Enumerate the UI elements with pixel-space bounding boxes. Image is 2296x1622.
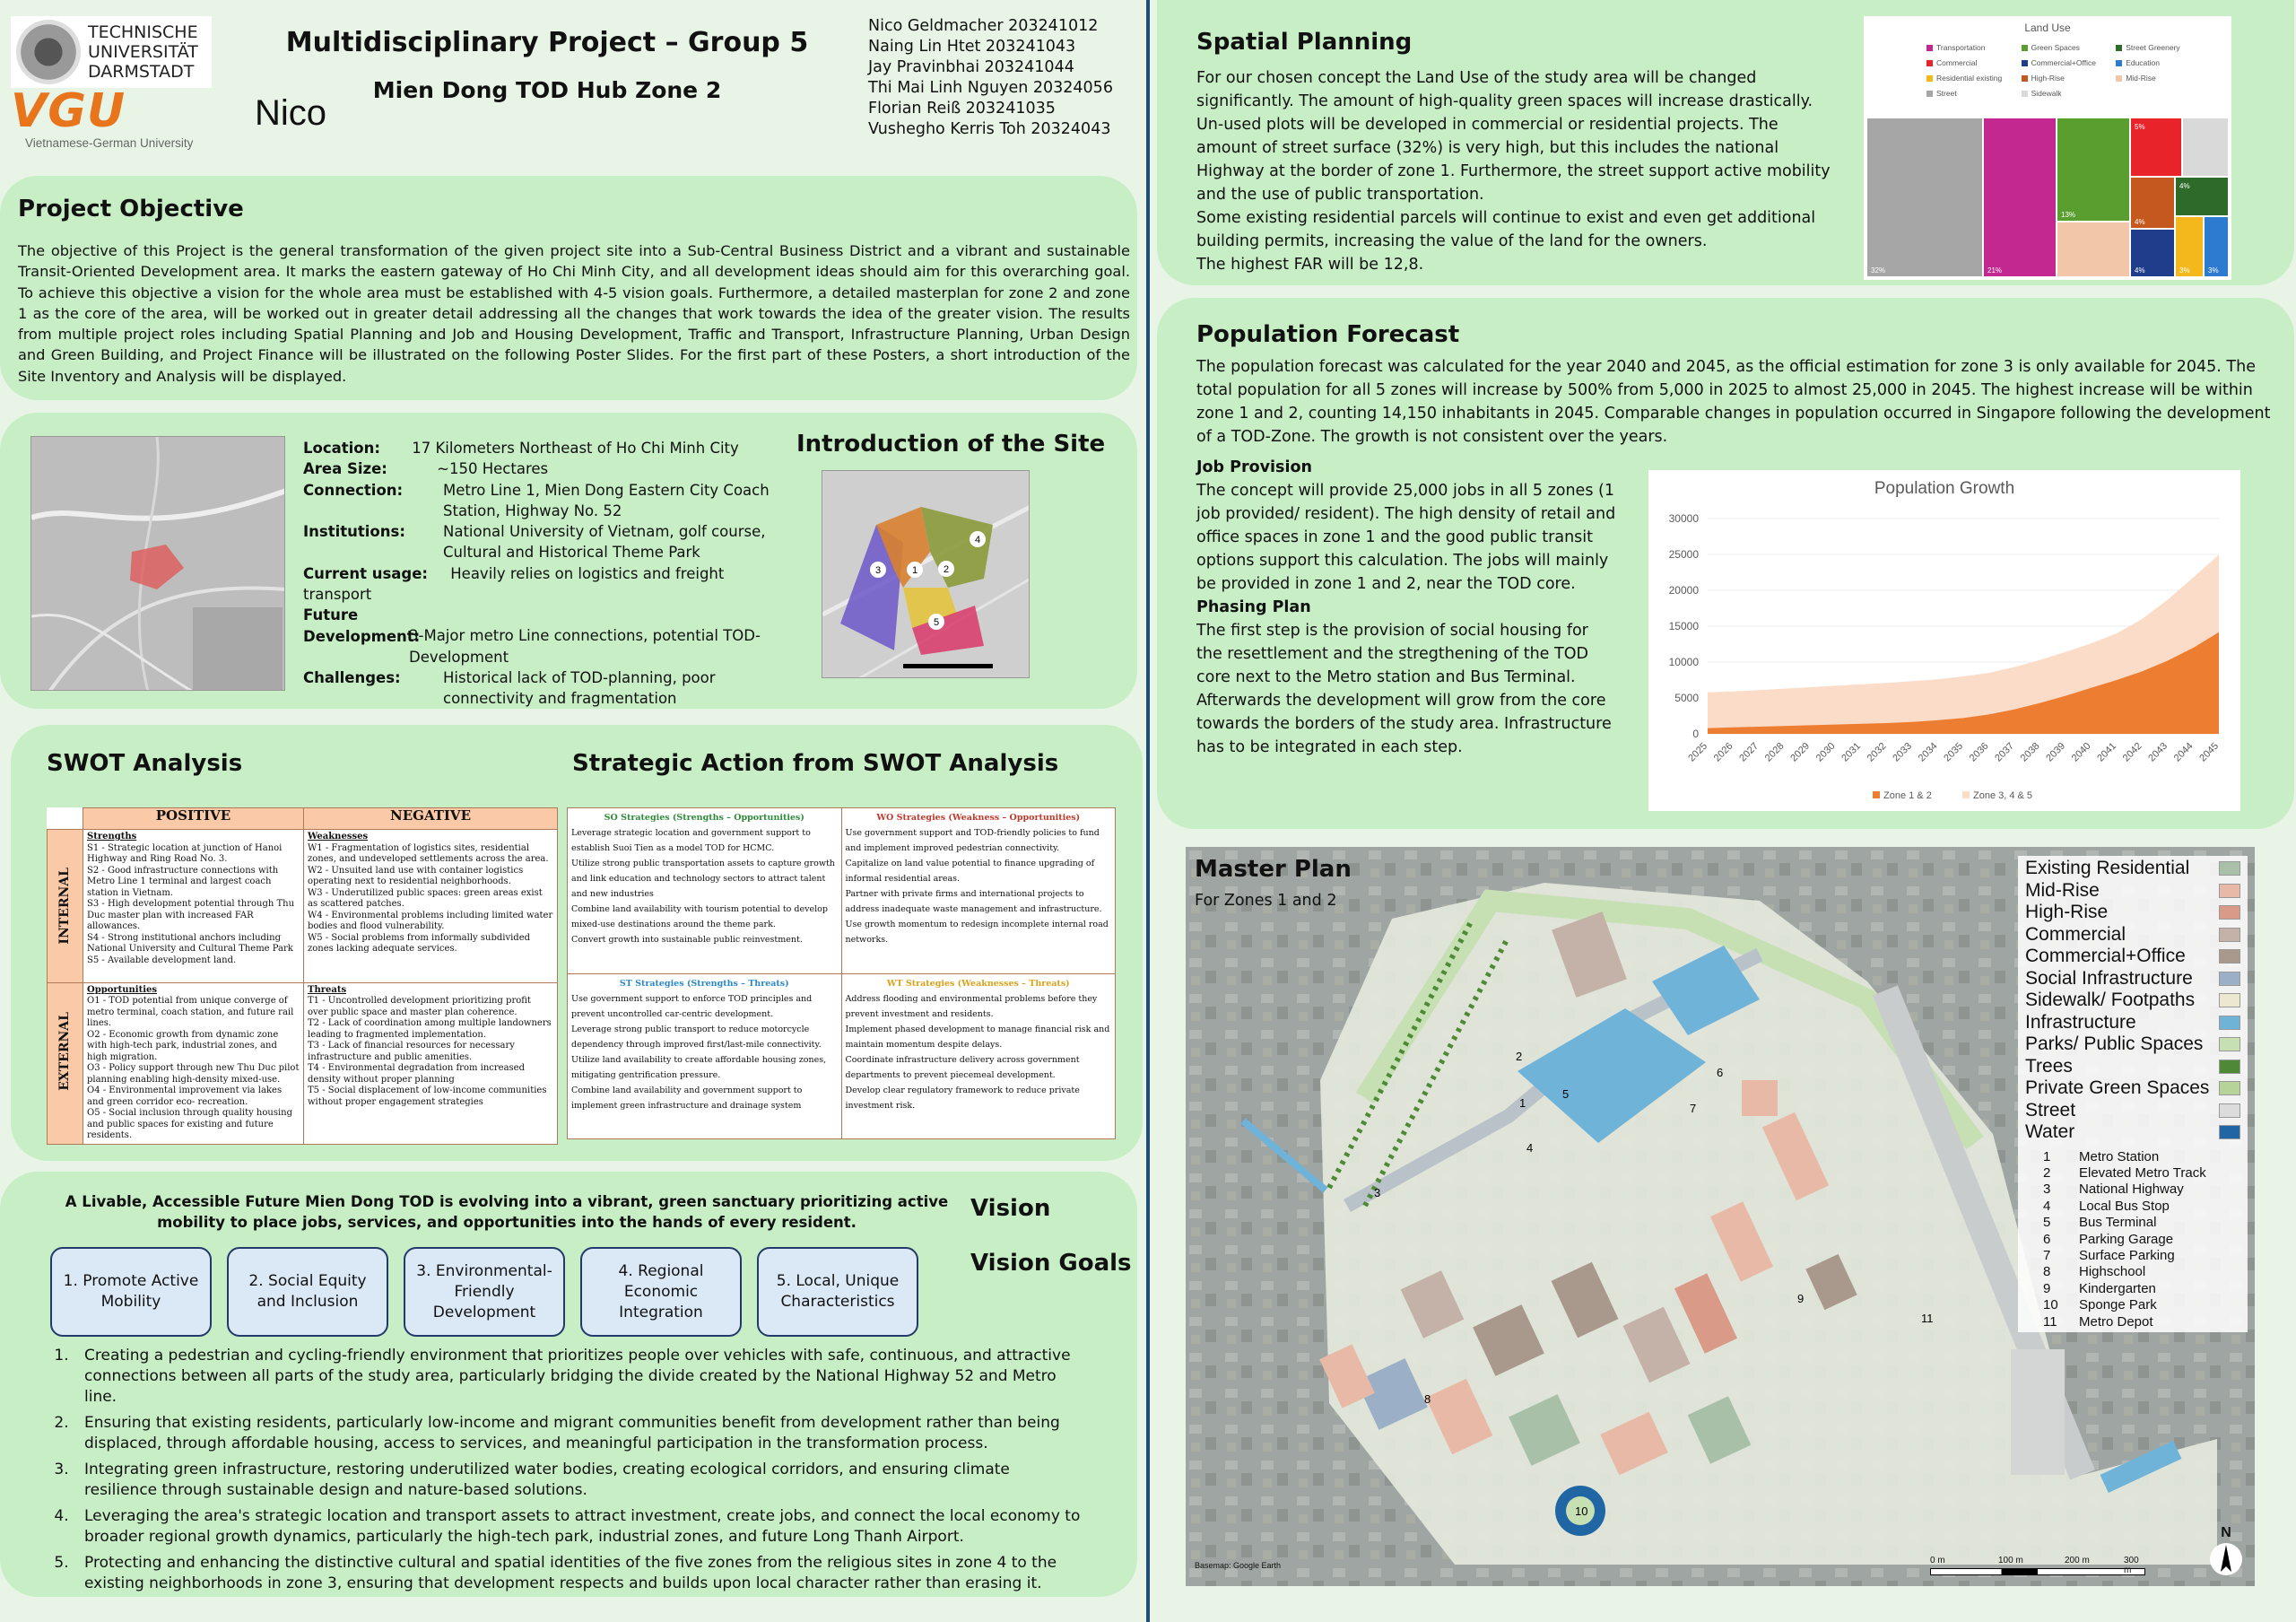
st-cell: ST Strategies (Strengths – Threats) Use government support to enforce TOD principles and prevent uncontrolled car-centric development. Leverage strong public transport to reduce motorcycle dependency through improved first/last-mile connectivity. Utilize land availability to create affordable housing zones, mitigating gentrification pressure. Combine land availability and government support to implement green infrastructure and drainage system — [568, 973, 842, 1139]
swot-heading: SWOT Analysis — [47, 750, 243, 777]
y-tick-label: 20000 — [1668, 584, 1699, 597]
masterplan-numbered-item: 4 Local Bus Stop — [2043, 1198, 2170, 1214]
zone-label: 1 — [911, 565, 918, 576]
x-tick-label: 2026 — [1711, 740, 1735, 764]
y-tick-label: 25000 — [1668, 548, 1699, 561]
x-tick-label: 2025 — [1686, 740, 1710, 764]
vision-goal: 2. Ensuring that existing residents, particularly low-income and migrant communities benefit from development rather than being displaced, through affordable housing, access to services, and meaningful participation in the transformation process. — [74, 1413, 1085, 1454]
plan-number: 4 — [1526, 1141, 1534, 1155]
masterplan-legend-item: Water — [2025, 1121, 2240, 1144]
landuse-legend-item: Transportation — [1926, 43, 2022, 52]
masterplan-legend-item: Street — [2025, 1100, 2240, 1122]
plan-number: 10 — [1575, 1504, 1588, 1518]
masterplan-heading: Master Plan — [1195, 856, 1352, 883]
population-chart — [1648, 470, 2240, 811]
plan-number: 1 — [1519, 1096, 1526, 1110]
x-tick-label: 2029 — [1788, 740, 1813, 764]
job-text: The concept will provide 25,000 jobs in all 5 zones (1 job provided/ resident). The high density of retail and office spaces in zone 1 and the good public transit options support this calculation. The jobs will mainly be provided in zone 1 and 2, near the TOD core. — [1196, 482, 1616, 593]
x-tick-label: 2028 — [1762, 740, 1787, 764]
site-row: Location: 17 Kilometers Northeast of Ho Chi Minh City — [303, 440, 739, 457]
member: Thi Mai Linh Nguyen 20324056 — [868, 79, 1113, 97]
y-tick-label: 10000 — [1668, 656, 1699, 668]
masterplan-legend-item: Commercial+Office — [2025, 946, 2240, 968]
author-tag: Nico — [255, 93, 327, 133]
population-job — [1196, 456, 1618, 759]
site-row: Connection: Metro Line 1, Mien Dong Eastern City Coach Station, Highway No. 52 — [303, 481, 770, 519]
y-tick-label: 15000 — [1668, 620, 1699, 632]
masterplan-panel — [1186, 847, 2255, 1586]
job-heading: Job Provision — [1196, 458, 1312, 476]
chart-title: Population Growth — [1874, 479, 2015, 498]
masterplan-numbered-item: 1 Metro Station — [2043, 1148, 2160, 1164]
site-facts — [303, 438, 770, 710]
treemap-midrise — [2057, 222, 2129, 276]
treemap-sidewalk — [2183, 118, 2228, 176]
treemap-label: 4% — [2135, 266, 2145, 275]
landuse-legend-item: Commercial — [1926, 58, 2022, 67]
population-panel — [1157, 298, 2294, 829]
population-intro: The population forecast was calculated for the year 2040 and 2045, as the official estimation for zone 3 is only available for 2045. The total population for all 5 zones will increase by 500% from 5,000 in 2025 to almost 25,000 in 2045. The highest increase will be within zone 1 and 2, counting 14,150 inhabitants in 2045. Comparable changes in population occurred in Singapore following the development of a TOD-Zone. The growth is not consistent over the years. — [1196, 358, 2271, 446]
plan-number: 11 — [1921, 1312, 1934, 1325]
treemap-street — [1867, 118, 1982, 276]
masterplan-legend-item: Commercial — [2025, 924, 2240, 946]
weaknesses-cell: Weaknesses W1 - Fragmentation of logistics sites, residential zones, and undeveloped settlements across the area. W2 - Unsuited land use with container logistics operating next to residential neighborhoods. W3 - Underutilized public spaces: green areas exist as scattered patches. W4 - Environmental problems including limited water bodies and flood vulnerability. W5 - Social problems from informally subdivided zones lacking adequate services. — [304, 830, 558, 983]
landuse-legend-item: Street Greenery — [2116, 43, 2211, 52]
population-heading: Population Forecast — [1196, 321, 1460, 348]
row-external: EXTERNAL — [48, 982, 83, 1144]
phase-heading: Phasing Plan — [1196, 598, 1311, 616]
scale-label: 200 m — [2065, 1556, 2090, 1565]
masterplan-legend — [2018, 856, 2248, 1332]
y-tick-label: 30000 — [1668, 512, 1699, 525]
x-tick-label: 2030 — [1813, 740, 1838, 764]
site-heading: Introduction of the Site — [796, 431, 1106, 458]
masterplan-numbered-item: 2 Elevated Metro Track — [2043, 1164, 2206, 1181]
tu-logo-text: TECHNISCHE UNIVERSITÄT DARMSTADT — [88, 22, 198, 82]
site-row: Institutions: National University of Vietnam, golf course, Cultural and Historical Theme Park — [303, 523, 766, 562]
masterplan-numbered-item: 8 Highschool — [2043, 1264, 2146, 1280]
landuse-title: Land Use — [2024, 22, 2071, 34]
vision-goal: 3. Integrating green infrastructure, restoring underutilized water bodies, creating ecological corridors, and ensuring climate resilience through sustainable design and nature-based solutions. — [74, 1460, 1085, 1501]
swot-panel — [11, 725, 1143, 1161]
x-tick-label: 2040 — [2069, 740, 2093, 764]
x-tick-label: 2033 — [1891, 740, 1915, 764]
masterplan-numbered-item: 6 Parking Garage — [2043, 1231, 2174, 1247]
vision-goal: 5. Protecting and enhancing the distinctive cultural and spatial identities of the five zones from the religious sites in zone 4 to the existing neighborhoods in zone 3, ensuring that development respects and builds upon local character rather than erasing it. — [74, 1553, 1085, 1594]
masterplan-legend-item: Private Green Spaces — [2025, 1077, 2240, 1100]
treemap-label: 4% — [2179, 182, 2190, 190]
x-tick-label: 2039 — [2044, 740, 2068, 764]
north-arrow-icon: N — [2208, 1525, 2244, 1579]
threats-cell: Threats T1 - Uncontrolled development prioritizing profit over public space and master plan coherence. T2 - Lack of coordination among multiple landowners leading to fragmented implementation. T3 - Lack of financial resources for necessary infrastructure and public amenities. T4 - Environmental degradation from increased density without proper planning T5 - Social displacement of low-income communities without proper engagement strategies — [304, 982, 558, 1144]
plan-number: 5 — [1562, 1087, 1570, 1101]
x-tick-label: 2042 — [2120, 740, 2144, 764]
masterplan-legend-item: Trees — [2025, 1056, 2240, 1078]
col-negative: NEGATIVE — [304, 808, 558, 830]
col-positive: POSITIVE — [83, 808, 304, 830]
vision-label: Vision — [970, 1195, 1051, 1222]
landuse-chart — [1864, 16, 2231, 280]
site-row: Current usage: Heavily relies on logistics and freight transport — [303, 564, 725, 604]
vision-goals-list — [54, 1346, 1085, 1594]
site-panel — [0, 413, 1137, 709]
basemap-credit: Basemap: Google Earth — [1195, 1561, 1282, 1570]
legend-label: Zone 3, 4 & 5 — [1973, 790, 2033, 801]
masterplan-numbered-item: 10 Sponge Park — [2043, 1297, 2157, 1313]
x-tick-label: 2027 — [1737, 740, 1761, 764]
plan-number: 3 — [1374, 1186, 1381, 1199]
member: Nico Geldmacher 203241012 — [868, 17, 1099, 35]
spatial-text: For our chosen concept the Land Use of the study area will be changed significantly. The amount of high-quality green spaces will increase drastically. Un-used plots will be developed in commercial or residential projects. The amount of street surface (32%) is very high, but this includes the national Highway at the border of zone 1. Furthermore, the street support active mobility and the use of public transportation. Some existing residential parcels will continue to exist and even get additional building permits, increasing the value of the land for the owners. The highest FAR will be 12,8. — [1196, 69, 1831, 274]
masterplan-legend-item: Social Infrastructure — [2025, 968, 2240, 990]
landuse-treemap — [1867, 118, 2228, 276]
x-tick-label: 2041 — [2095, 740, 2119, 764]
treemap-green — [2057, 118, 2129, 221]
zone-label: 2 — [943, 564, 950, 575]
site-location-map — [30, 436, 285, 691]
scale-label: 300 m — [2124, 1556, 2139, 1575]
masterplan-numbered-item: 9 Kindergarten — [2043, 1280, 2156, 1296]
scale-label: 100 m — [1998, 1556, 2023, 1565]
landuse-legend-item: Sidewalk — [2022, 89, 2117, 98]
vision-goal-box: 2. Social Equity and Inclusion — [227, 1247, 388, 1337]
masterplan-legend-item: Mid-Rise — [2025, 880, 2240, 903]
landuse-legend-item: Commercial+Office — [2022, 58, 2117, 67]
landuse-legend-item: Street — [1926, 89, 2022, 98]
vgu-logo-text: VGU — [11, 84, 126, 138]
column-divider — [1146, 0, 1150, 1622]
y-tick-label: 0 — [1692, 728, 1699, 740]
treemap-transportation — [1984, 118, 2056, 276]
landuse-legend-item: Education — [2116, 58, 2211, 67]
masterplan-legend-item: High-Rise — [2025, 902, 2240, 924]
legend-swatch — [1962, 791, 1970, 798]
x-tick-label: 2036 — [1967, 740, 1991, 764]
zones-map — [822, 470, 1030, 678]
masterplan-legend-item: Parks/ Public Spaces — [2025, 1033, 2240, 1056]
spatial-heading: Spatial Planning — [1196, 29, 1413, 56]
strategic-heading: Strategic Action from SWOT Analysis — [572, 750, 1059, 777]
x-tick-label: 2045 — [2197, 740, 2222, 764]
treemap-label: 21% — [1987, 266, 2003, 275]
so-cell: SO Strategies (Strengths – Opportunities) Leverage strategic location and government support to establish Suoi Tien as a model TOD for HCMC. Utilize strong public transportation assets to capture growth and link education and technology sectors to attract talent and new industries Combine land availability with tourism potential to develop mixed-use destinations around the theme park. Convert growth into sustainable public reinvestment. — [568, 808, 842, 974]
eagle-icon — [16, 20, 81, 84]
masterplan-legend-item: Infrastructure — [2025, 1012, 2240, 1034]
x-tick-label: 2032 — [1865, 740, 1889, 764]
vision-goal-box: 4. Regional Economic Integration — [580, 1247, 742, 1337]
masterplan-numbered-item: 3 National Highway — [2043, 1182, 2184, 1198]
landuse-legend-item: Mid-Rise — [2116, 74, 2211, 83]
legend-swatch — [1873, 791, 1880, 798]
plan-number: 9 — [1797, 1292, 1805, 1305]
vision-goal-box: 1. Promote Active Mobility — [50, 1247, 212, 1337]
masterplan-numbered-item: 7 Surface Parking — [2043, 1247, 2175, 1263]
scale-bar — [1930, 1556, 2145, 1577]
treemap-label: 13% — [2061, 211, 2076, 219]
vgu-subtitle: Vietnamese-German University — [25, 136, 194, 150]
masterplan-numbered-item: 11 Metro Depot — [2043, 1313, 2153, 1330]
vgu-logo — [11, 84, 217, 153]
strengths-cell: Strengths S1 - Strategic location at junction of Hanoi Highway and Ring Road No. 3. S2 - Good infrastructure connections with Metro Line 1 terminal and largest coach station in Vietnam. S3 - High development potential through Thu Duc master plan with increased FAR allowances. S4 - Strong institutional anchors including National University and Cultural Theme Park S5 - Available development land. — [83, 830, 304, 983]
swot-table — [47, 807, 558, 1145]
treemap-label: 32% — [1871, 266, 1886, 275]
landuse-legend-item: High-Rise — [2022, 74, 2117, 83]
phase-text: The first step is the provision of social housing for the resettlement and the stregthening of the TOD core next to the Metro station and Bus Terminal. Afterwards the development will grow from the core towards the borders of the study area. Infrastructure has to be integrated in each step. — [1196, 622, 1612, 756]
member: Naing Lin Htet 203241043 — [868, 38, 1076, 56]
x-tick-label: 2031 — [1839, 740, 1864, 764]
site-row: Future Development: 3-Major metro Line connections, potential TOD-Development — [303, 606, 761, 666]
x-tick-label: 2044 — [2171, 740, 2196, 764]
site-row: Challenges: Historical lack of TOD-planning, poor connectivity and fragmentation — [303, 668, 716, 708]
vision-goal: 1. Creating a pedestrian and cycling-friendly environment that prioritizes people over vehicles with safe, continuous, and attractive connections between all parts of the study area, particularly bridging the divide created by the National Highway 52 and Metro line. — [74, 1346, 1085, 1408]
landuse-legend-item: Residential existing — [1926, 74, 2022, 83]
poster-subtitle: Mien Dong TOD Hub Zone 2 — [372, 77, 722, 103]
treemap-label: 3% — [2179, 266, 2190, 275]
vision-goal-box: 5. Local, Unique Characteristics — [757, 1247, 918, 1337]
member: Vushegho Kerris Toh 20324043 — [868, 120, 1111, 138]
x-tick-label: 2035 — [1942, 740, 1966, 764]
tu-logo — [11, 16, 212, 88]
wo-cell: WO Strategies (Weakness – Opportunities) Use government support and TOD-friendly policies to fund and implement improved pedestrian connectivity. Capitalize on land value potential to finance upgrading of informal residential areas. Partner with private firms and international projects to address inadequate waste management and infrastructure. Use growth momentum to redesign incomplete internal road networks. — [841, 808, 1116, 974]
row-internal: INTERNAL — [48, 830, 83, 983]
wt-cell: WT Strategies (Weaknesses – Threats) Address flooding and environmental problems before they prevent investment and residents. Implement phased development to manage financial risk and maintain momentum despite delays. Coordinate infrastructure delivery across government departments to prevent piecemeal development. Develop clear regulatory framework to reduce private investment risk. — [841, 973, 1116, 1139]
landuse-legend — [1926, 43, 2213, 98]
x-tick-label: 2043 — [2146, 740, 2170, 764]
plan-number: 2 — [1516, 1050, 1523, 1063]
masterplan-subheading: For Zones 1 and 2 — [1195, 892, 1337, 910]
member-list — [868, 16, 1113, 140]
treemap-label: 5% — [2135, 123, 2145, 131]
opportunities-cell: Opportunities O1 - TOD potential from unique converge of metro terminal, coach station, and future rail lines. O2 - Economic growth from dynamic zone with high-tech park, industrial zones, and high migration. O3 - Policy support through new Thu Duc pilot planning enabling high-density mixed-use. O4 - Environmental improvement via lakes and green corridor eco- recreation. O5 - Social inclusion through quality housing and public spaces for existing and future residents. — [83, 982, 304, 1144]
zone-label: 3 — [874, 565, 882, 576]
masterplan-numbered-item: 5 Bus Terminal — [2043, 1215, 2157, 1231]
vision-goal: 4. Leveraging the area's strategic location and transport assets to attract investment, create jobs, and connect the local economy to broader regional growth dynamics, particularly the high-tech park, industrial zones, and future Long Thanh Airport. — [74, 1506, 1085, 1548]
masterplan-legend-item: Sidewalk/ Footpaths — [2025, 990, 2240, 1012]
site-row: Area Size: ~150 Hectares — [303, 460, 549, 478]
legend-label: Zone 1 & 2 — [1883, 790, 1932, 801]
x-tick-label: 2034 — [1916, 740, 1940, 764]
plan-number: 8 — [1424, 1392, 1431, 1406]
plan-number: 6 — [1717, 1066, 1724, 1079]
spatial-panel — [1157, 0, 2294, 285]
x-tick-label: 2037 — [1993, 740, 2017, 764]
poster-title: Multidisciplinary Project – Group 5 — [285, 27, 809, 58]
zone-label: 5 — [933, 617, 940, 628]
objective-text: The objective of this Project is the general transformation of the given project site into a Sub-Central Business District and a vibrant and sustainable Transit-Oriented Development area. It marks the eastern gateway of Ho Chi Minh City, and all development ideas should aim for this overarching goal. To achieve this objective a vision for the whole area must be established with 4-5 vision goals. Furthermore, a detailed masterplan for zone 2 and zone 1 as the core of the area, will be worked out in greater detail addressing all the changes that work towards the idea of the greater vision. The results from multiple project roles including Spatial Planning and Job and Housing Development, Traffic and Transport, Infrastructure Planning, Urban Design and Green Building, and Project Finance will be illustrated on the following Poster Slides. For the first part of these Posters, a short introduction of the Site Inventory and Analysis will be displayed. — [18, 242, 1130, 385]
treemap-label: 3% — [2208, 266, 2219, 275]
member: Florian Reiß 203241035 — [868, 100, 1056, 118]
landuse-legend-item: Green Spaces — [2022, 43, 2117, 52]
treemap-label: 4% — [2135, 218, 2145, 226]
member: Jay Pravinbhai 203241044 — [868, 58, 1074, 76]
masterplan-legend-item: Existing Residential — [2025, 858, 2240, 880]
scale-label: 0 m — [1930, 1556, 1945, 1565]
vision-goal-box: 3. Environmental-Friendly Development — [404, 1247, 565, 1337]
y-tick-label: 5000 — [1674, 692, 1699, 704]
vision-statement: A Livable, Accessible Future Mien Dong TOD is evolving into a vibrant, green sanctuary prioritizing active mobility to place jobs, services, and opportunities into the hands of every resident. — [65, 1193, 949, 1231]
x-tick-label: 2038 — [2018, 740, 2042, 764]
plan-number: 7 — [1690, 1102, 1697, 1115]
objective-panel — [0, 176, 1137, 400]
strategy-table — [567, 807, 1116, 1139]
zone-label: 4 — [974, 535, 981, 545]
vision-goals-label: Vision Goals — [970, 1250, 1132, 1277]
objective-heading: Project Objective — [18, 196, 244, 222]
